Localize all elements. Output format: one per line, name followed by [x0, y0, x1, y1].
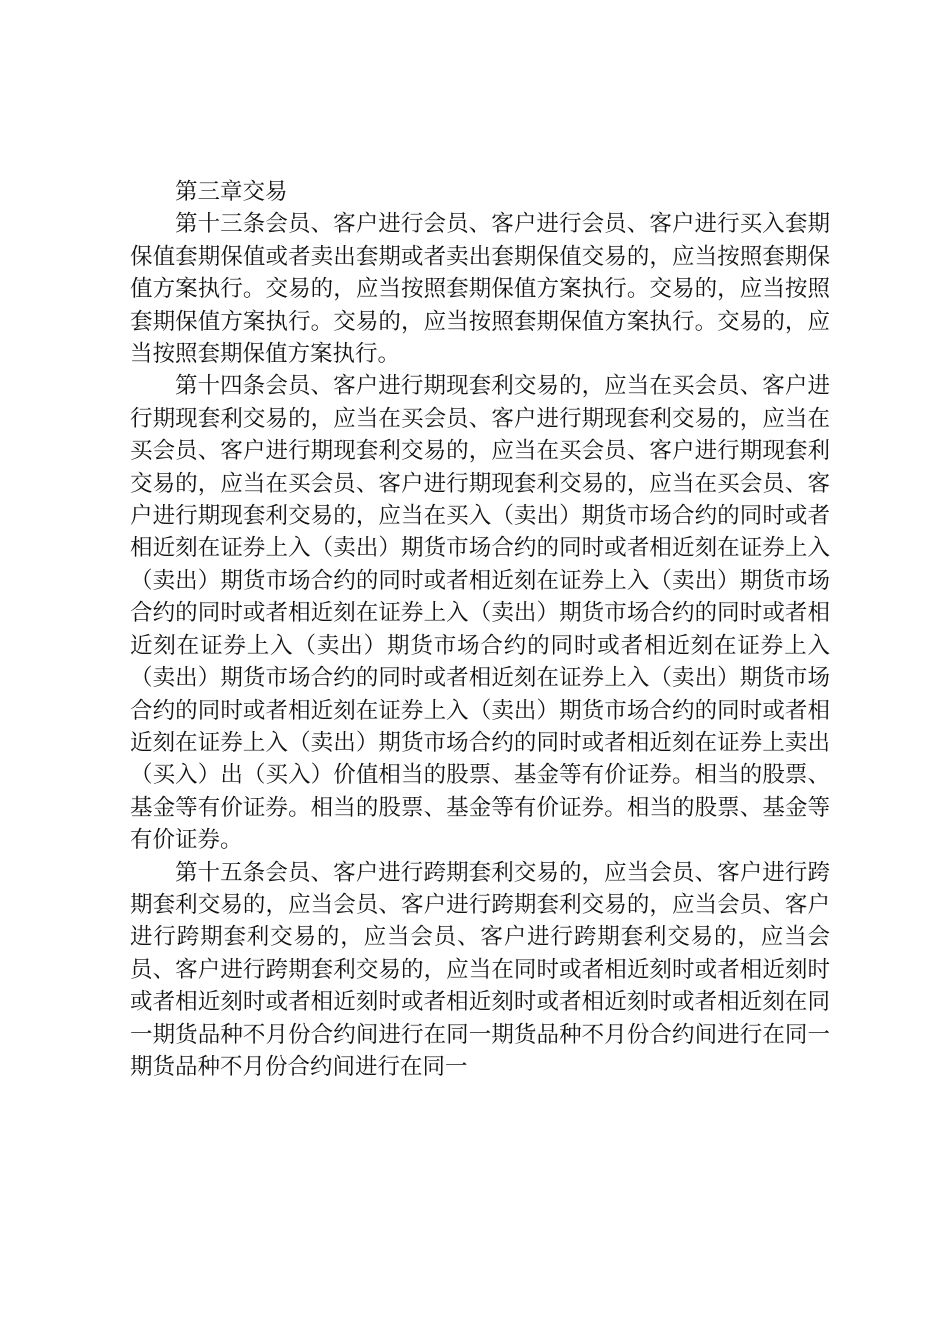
- article-14-paragraph: 第十四条会员、客户进行期现套利交易的，应当在买会员、客户进行期现套利交易的，应当在买会员、客户进行期现套利交易的，应当在买会员、客户进行期现套利交易的，应当在买会员、客户进行期现套利交易的，应当在买会员、客户进行期现套利交易的，应当在买会员、客户进行期现套利交易的，应当在买入（卖出）期货市场合约的同时或者相近刻在证券上入（卖出）期货市场合约的同时或者相近刻在证券上入（卖出）期货市场合约的同时或者相近刻在证券上入（卖出）期货市场合约的同时或者相近刻在证券上入（卖出）期货市场合约的同时或者相近刻在证券上入（卖出）期货市场合约的同时或者相近刻在证券上入（卖出）期货市场合约的同时或者相近刻在证券上入（卖出）期货市场合约的同时或者相近刻在证券上入（卖出）期货市场合约的同时或者相近刻在证券上入（卖出）期货市场合约的同时或者相近刻在证券上卖出（买入）出（买入）价值相当的股票、基金等有价证券。相当的股票、基金等有价证券。相当的股票、基金等有价证券。相当的股票、基金等有价证券。: [130, 373, 830, 854]
- chapter-title: 第三章交易: [175, 179, 288, 205]
- document-page: [130, 176, 830, 1083]
- article-15-paragraph: 第十五条会员、客户进行跨期套利交易的，应当会员、客户进行跨期套利交易的，应当会员、客户进行跨期套利交易的，应当会员、客户进行跨期套利交易的，应当会员、客户进行跨期套利交易的，应当会员、客户进行跨期套利交易的，应当在同时或者相近刻时或者相近刻时或者相近刻时或者相近刻时或者相近刻时或者相近刻时或者相近刻在同一期货品种不月份合约间进行在同一期货品种不月份合约间进行在同一期货品种不月份合约间进行在同一: [130, 859, 830, 1080]
- article-13-paragraph: 第十三条会员、客户进行会员、客户进行会员、客户进行买入套期保值套期保值或者卖出套期或者卖出套期保值交易的，应当按照套期保值方案执行。交易的，应当按照套期保值方案执行。交易的，应当按照套期保值方案执行。交易的，应当按照套期保值方案执行。交易的，应当按照套期保值方案执行。: [130, 211, 830, 368]
